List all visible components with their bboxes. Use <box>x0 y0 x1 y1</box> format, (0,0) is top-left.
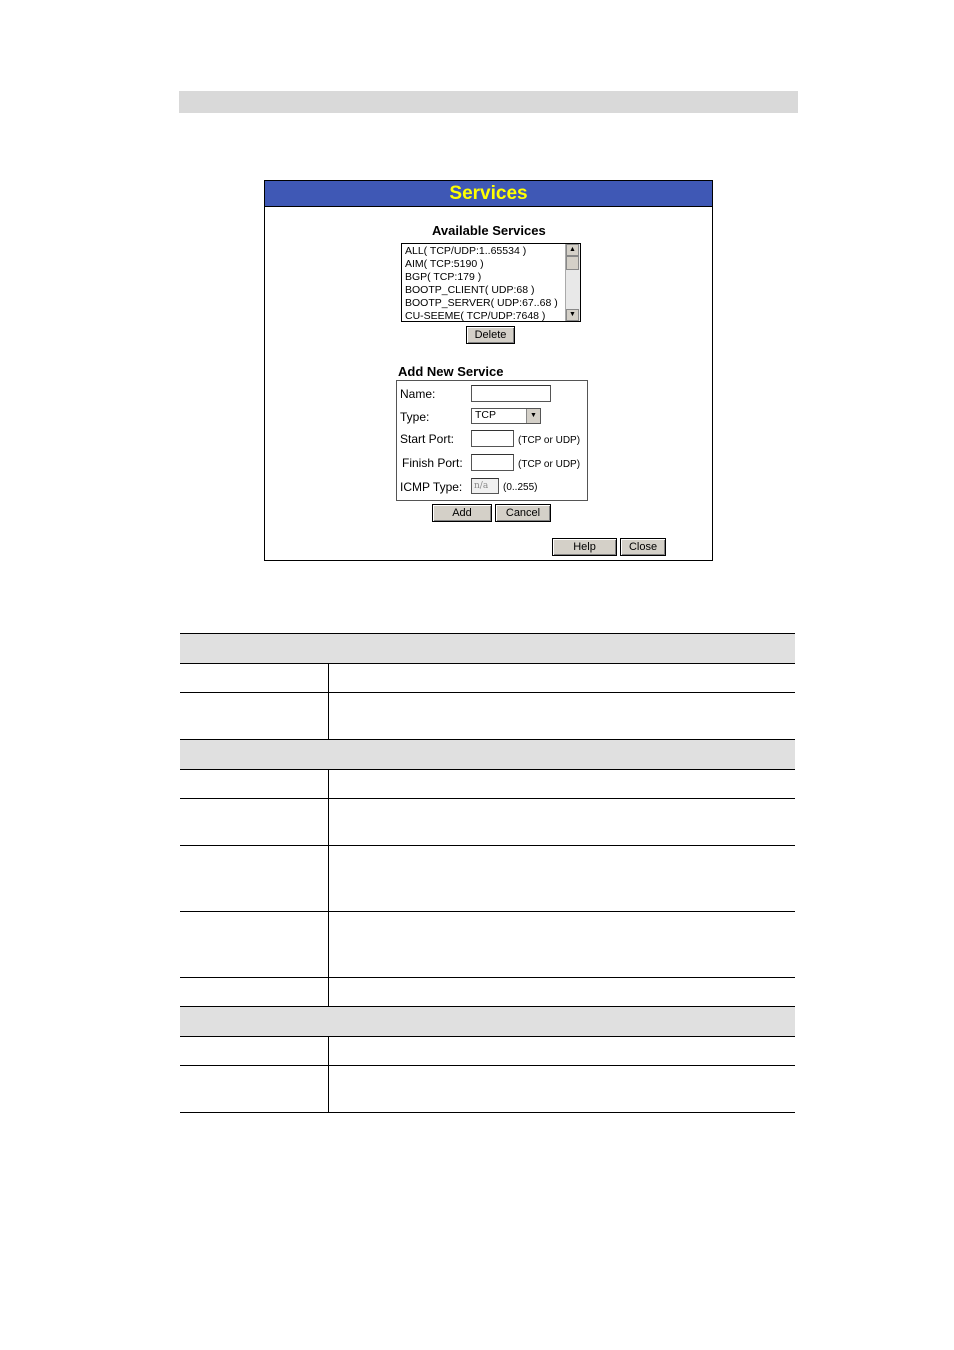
start-port-label: Start Port: <box>400 432 455 446</box>
available-services-listbox[interactable] <box>401 243 581 322</box>
icmp-type-field[interactable]: n/a <box>471 478 499 494</box>
table-section-header <box>180 740 795 770</box>
start-port-field[interactable] <box>471 430 514 447</box>
icmp-type-label: ICMP Type: <box>400 480 463 494</box>
description-table <box>180 633 795 1113</box>
delete-button[interactable]: Delete <box>466 326 515 344</box>
list-item[interactable]: CU-SEEME( TCP/UDP:7648 ) <box>405 309 546 322</box>
type-select[interactable] <box>471 408 541 424</box>
table-section-header <box>180 634 795 664</box>
available-services-heading: Available Services <box>432 223 546 238</box>
finish-port-hint: (TCP or UDP) <box>518 459 581 470</box>
table-row <box>180 693 795 740</box>
finish-port-field[interactable] <box>471 454 514 471</box>
table-row <box>180 770 795 799</box>
close-button[interactable]: Close <box>620 538 666 556</box>
add-new-service-heading: Add New Service <box>398 364 504 379</box>
scroll-down-arrow-icon[interactable]: ▼ <box>566 309 579 321</box>
type-label: Type: <box>400 410 430 424</box>
services-dialog <box>264 180 713 561</box>
table-row <box>180 664 795 693</box>
help-button[interactable]: Help <box>552 538 617 556</box>
list-item[interactable]: BGP( TCP:179 ) <box>405 270 482 283</box>
start-port-hint: (TCP or UDP) <box>518 435 581 446</box>
listbox-scrollbar[interactable] <box>565 244 580 321</box>
list-item[interactable]: ALL( TCP/UDP:1..65534 ) <box>405 245 527 257</box>
table-row <box>180 912 795 978</box>
add-service-form <box>396 380 588 501</box>
table-row <box>180 1037 795 1066</box>
finish-port-label: Finish Port: <box>402 456 463 470</box>
scroll-thumb[interactable] <box>566 256 579 270</box>
page-header-bar <box>179 91 798 113</box>
icmp-type-hint: (0..255) <box>503 482 538 493</box>
list-item[interactable]: AIM( TCP:5190 ) <box>405 257 484 270</box>
chevron-down-icon[interactable]: ▼ <box>526 409 540 423</box>
table-row <box>180 799 795 846</box>
dialog-title: Services <box>265 181 712 207</box>
list-item[interactable]: BOOTP_CLIENT( UDP:68 ) <box>405 283 535 296</box>
add-button[interactable]: Add <box>432 504 492 522</box>
table-row <box>180 846 795 912</box>
service-list <box>405 245 565 322</box>
scroll-up-arrow-icon[interactable]: ▲ <box>566 244 579 256</box>
type-select-value: TCP <box>475 409 496 421</box>
table-row <box>180 978 795 1007</box>
name-field[interactable] <box>471 385 551 402</box>
table-row <box>180 1066 795 1113</box>
name-label: Name: <box>400 387 436 401</box>
cancel-button[interactable]: Cancel <box>495 504 551 522</box>
list-item[interactable]: BOOTP_SERVER( UDP:67..68 ) <box>405 296 558 309</box>
table-section-header <box>180 1007 795 1037</box>
